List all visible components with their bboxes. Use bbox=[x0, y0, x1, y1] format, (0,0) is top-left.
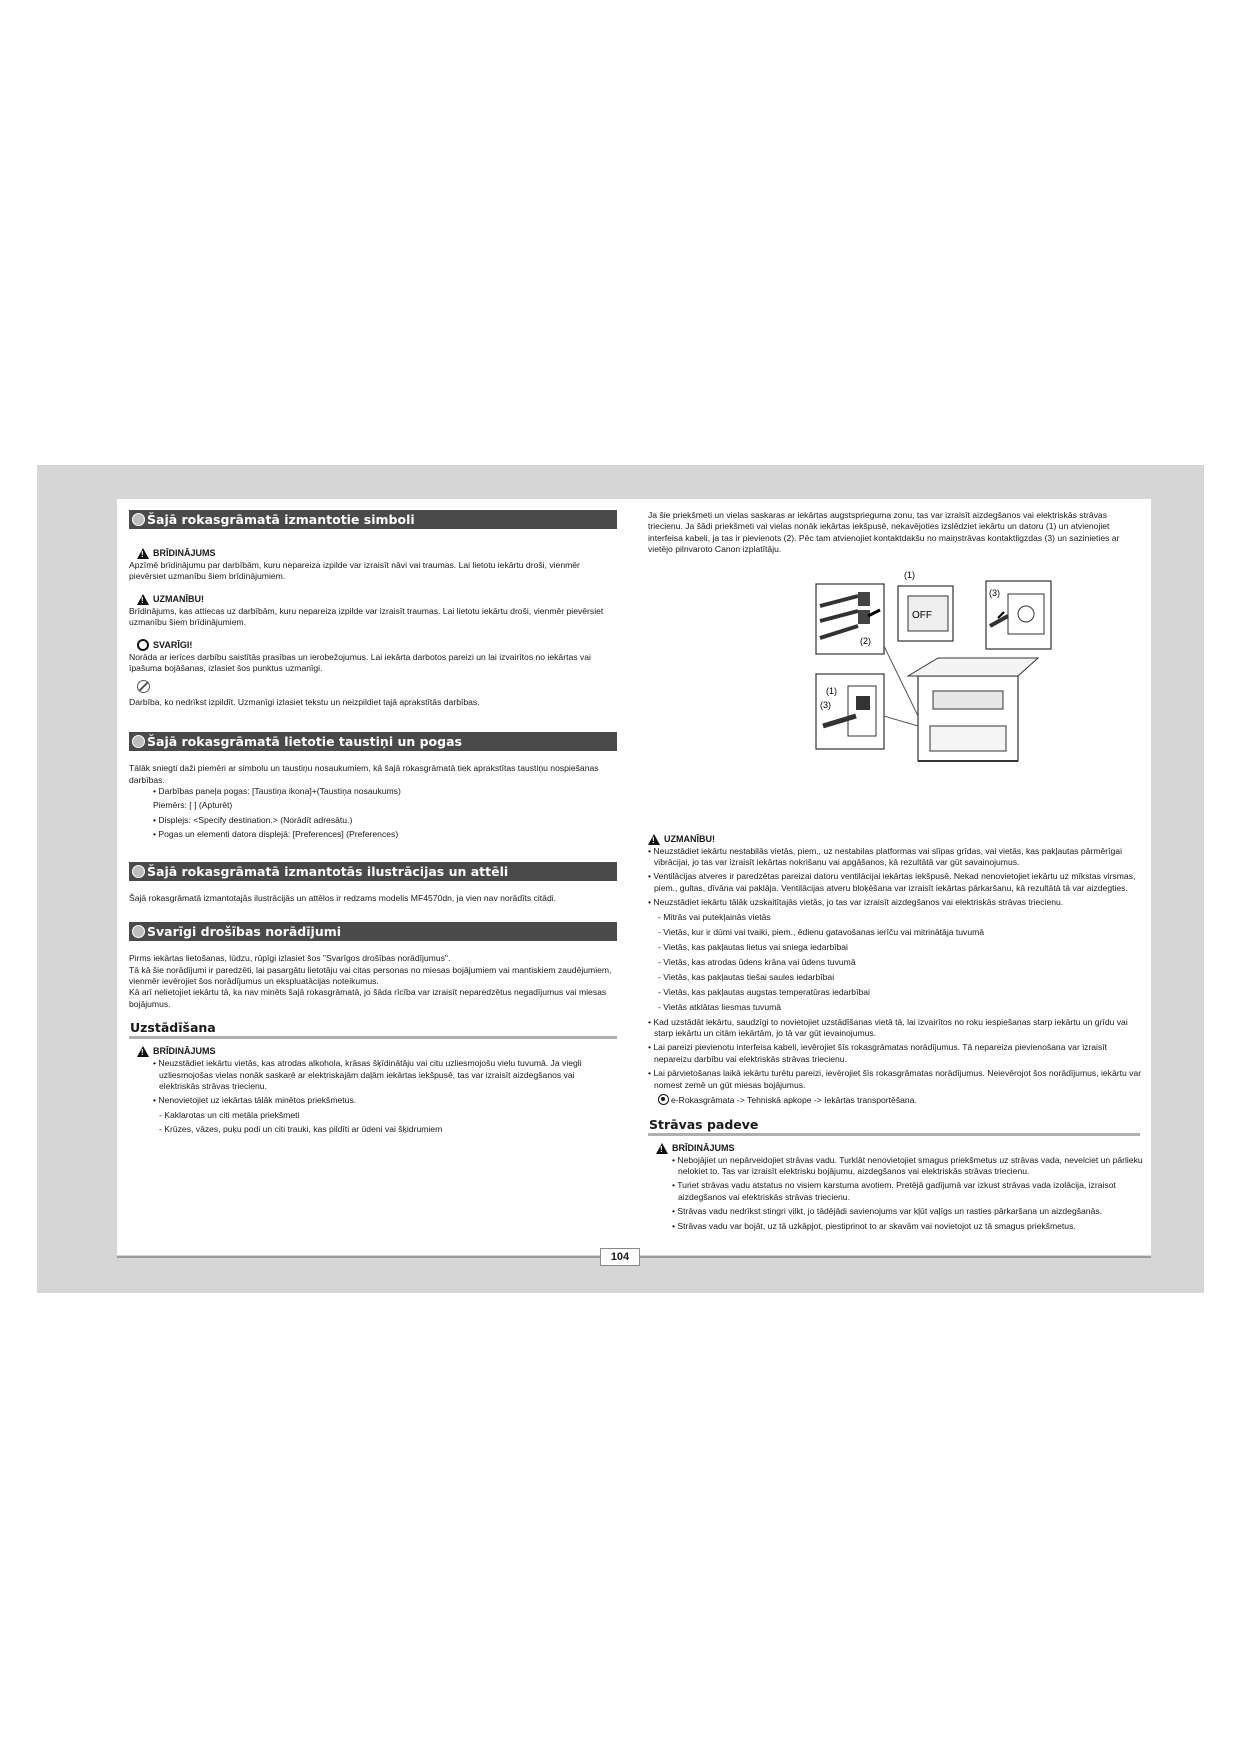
warning-triangle-icon bbox=[137, 548, 149, 559]
power-warning-label: ! BRĪDINĀJUMS bbox=[656, 1142, 1144, 1155]
location-item: - Vietās, kas atrodas ūdens krāna vai ūdens tuvumā bbox=[658, 956, 856, 967]
keys-item-display: • Displejs: <Specify destination.> (Norādīt adresātu.) bbox=[153, 814, 353, 825]
power-warning-list bbox=[648, 1155, 1144, 1232]
contamination-paragraph: Ja šie priekšmeti un vielas saskaras ar iekārtas augstsprieguma zonu, tas var izraisīt aizdegšanos vai elektriskās strāvas triecienu. Ja šādi priekšmeti vai vielas nonāk iekārtas iekšpusē, nekavējoties izslēdziet iekārtu un datoru (1) un atvienojiet interfeisa kabeli, ja tas ir pievienots (2). Pēc tam atvienojiet kontaktdakšu no maiņstrāvas kontaktligzdas (3) un sazinieties ar vietējo pilnvaroto Canon izplatītāju. bbox=[648, 510, 1120, 555]
figure-label-3-top: (3) bbox=[989, 587, 1000, 598]
e-manual-reference: e-Rokasgrāmata -> Tehniskā apkope -> Iekārtas transportēšana. bbox=[648, 1094, 1144, 1106]
off-text: OFF bbox=[912, 609, 932, 621]
keys-item-example: Piemērs: [ ] (Apturēt) bbox=[153, 800, 233, 811]
heading-bullet-icon bbox=[132, 513, 145, 526]
location-item: - Vietās, kas pakļautas lietus vai sniega iedarbībai bbox=[658, 941, 848, 952]
warning-triangle-icon bbox=[137, 1046, 149, 1057]
keys-intro: Tālāk sniegti daži piemēri ar simbolu un taustiņu nosaukumiem, kā šajā rokasgrāmatā tiek aprakstītas taustiņu nospiešanas darbības. bbox=[129, 763, 599, 785]
caution-item-unstable: • Neuzstādiet iekārtu nestabilās vietās, piem., uz nestabilas platformas vai slīpas grīdas, vai vietās, kas pakļautas pārmērīgai vibrācijai, jo tas var izraisīt iekārtas nokrišanu vai apgāšanos, kā rezultātā var gūt savainojumus. bbox=[648, 845, 1122, 868]
reference-icon bbox=[658, 1094, 669, 1105]
subsection-heading-installation: Uzstādīšana bbox=[129, 1020, 617, 1039]
section-heading-symbols: Šajā rokasgrāmatā izmantotie simboli bbox=[129, 510, 617, 529]
caution-label: ! UZMANĪBU! bbox=[137, 593, 617, 606]
heading-bullet-icon bbox=[132, 925, 145, 938]
keys-list bbox=[129, 786, 617, 841]
install-objects-list bbox=[129, 1110, 617, 1136]
caution-list bbox=[648, 846, 1144, 909]
figure-label-3-bottom: (3) bbox=[820, 699, 831, 710]
power-item-pull: • Strāvas vadu nedrīkst stingri vilkt, jo tādējādi savienojums var kļūt vaļīgs un rasties pārkaršana un aizdegšanās. bbox=[672, 1206, 1103, 1217]
install-warning-label: ! BRĪDINĀJUMS bbox=[137, 1045, 617, 1058]
locations-list bbox=[648, 912, 1144, 1013]
page-number: 104 bbox=[600, 1248, 640, 1266]
right-column bbox=[648, 510, 1144, 1235]
location-item: - Mitrās vai putekļainās vietās bbox=[658, 911, 771, 922]
warning-triangle-icon bbox=[656, 1143, 668, 1154]
caution-item-placing: • Kad uzstādāt iekārtu, saudzīgi to novietojiet uzstādīšanas vietā tā, lai izvairītos no roku iespiešanas starp iekārtu un grīdu vai starp iekārtu un citām iekārtām, jo tā var gūt ievainojumus. bbox=[648, 1016, 1128, 1039]
figure-label-2: (2) bbox=[860, 635, 871, 646]
warning-description: Apzīmē brīdinājumu par darbībām, kuru nepareiza izpilde var izraisīt nāvi vai traumas. Lai lietotu iekārtu droši, vienmēr pievērsiet uzmanību šiem brīdinājumiem. bbox=[129, 560, 580, 582]
subsection-heading-power: Strāvas padeve bbox=[648, 1117, 1140, 1136]
location-item: - Vietās atklātas liesmas tuvumā bbox=[658, 1001, 782, 1012]
prohibited-description: Darbība, ko nedrīkst izpildīt. Uzmanīgi izlasiet tekstu un neizpildiet tajā aprakstītās darbības. bbox=[129, 696, 480, 707]
section-heading-illustrations: Šajā rokasgrāmatā izmantotās ilustrācijas un attēli bbox=[129, 862, 617, 881]
important-description: Norāda ar ierīces darbību saistītās prasības un ierobežojumus. Lai iekārta darbotos pareizi un lai izvairītos no iekārtas vai īpašuma bojāšanas, izlasiet šos punktus uzmanīgi. bbox=[129, 651, 591, 674]
figure-label-1-bottom: (1) bbox=[826, 685, 837, 696]
keys-item-computer: • Pogas un elementi datora displejā: [Preferences] (Preferences) bbox=[153, 829, 399, 840]
power-item-damage: • Nebojājiet un nepārveidojiet strāvas vadu. Turklāt nenovietojiet smagus priekšmetus uz strāvas vada, nevelciet un pārlieku nelokiet to. Tas var izraisīt elektrisku bojājumu, aizdegšanos vai elektriskās strāvas triecienu. bbox=[672, 1154, 1143, 1176]
caution-item-moving: • Lai pārvietošanas laikā iekārtu turētu pareizi, ievērojiet šīs rokasgrāmatas norādījumus. Neievērojot šos norādījumus, iekārtu var nomest zemē un gūt miesas bojājumus. bbox=[648, 1068, 1142, 1090]
caution-item-ventilation: • Ventilācijas atveres ir paredzētas pareizai datoru ventilācijai iekārtas iekšpusē. Nekad nenovietojiet iekārtu uz mīkstas virsmas, piem., gultas, dīvāna vai paklāja. Ventilācijas atveru bloķēšana var izraisīt iekārtas pārkaršanu, kā rezultātā tā var aizdegties. bbox=[648, 871, 1136, 893]
heading-bullet-icon bbox=[132, 735, 145, 748]
safety-paragraph-3: Kā arī nelietojiet iekārtu tā, ka nav minēts šajā rokasgrāmatā, jo šāda rīcība var izraisīt neparedzētus negadījumus vai miesas bojājumus. bbox=[129, 987, 607, 1009]
section-heading-keys: Šajā rokasgrāmatā lietotie taustiņi un pogas bbox=[129, 732, 617, 751]
safety-paragraph-1: Pirms iekārtas lietošanas, lūdzu, rūpīgi izlasiet šos "Svarīgos drošības norādījumus". bbox=[129, 953, 451, 964]
caution-triangle-icon bbox=[137, 594, 149, 605]
section-heading-safety: Svarīgi drošības norādījumi bbox=[129, 922, 617, 941]
caution-list-continued bbox=[648, 1017, 1144, 1091]
safety-paragraph-2: Tā kā šie norādījumi ir paredzēti, lai pasargātu lietotāju vai citas personas no miesas bojājumiem vai mantiskiem zaudējumiem, vienmēr ievērojiet šos norādījumus un ekspluatācijas noteikumus. bbox=[129, 964, 612, 986]
important-label: SVARĪGI! bbox=[137, 639, 617, 652]
location-item: - Vietās, kur ir dūmi vai tvaiki, piem., ēdienu gatavošanas ierīču vai mitrinātāja tuvumā bbox=[658, 926, 985, 937]
install-item-flammable: • Neuzstādiet iekārtu vietās, kas atrodas alkohola, krāsas šķīdinātāju vai citu uzliesmojošu vielu tuvumā. Ja viegli uzliesmojošas vielas nonāk saskarē ar elektriskajām daļām iekārtas iekšpusē, tas var izraisīt aizdegšanos vai elektriskās strāvas triecienu. bbox=[153, 1058, 582, 1091]
figure-label-1-top: (1) bbox=[904, 569, 915, 580]
install-object-metal: - Kaklarotas un citi metāla priekšmeti bbox=[159, 1109, 300, 1120]
keys-item-panel: • Darbības paneļa pogas: [Taustiņa ikona]+(Taustiņa nosaukums) bbox=[153, 786, 401, 797]
power-item-step: • Strāvas vadu var bojāt, uz tā uzkāpjot, piestiprinot to ar skavām vai novietojot uz tā smagus priekšmetus. bbox=[672, 1220, 1076, 1231]
caution-description: Brīdinājums, kas attiecas uz darbībām, kuru nepareiza izpilde var izraisīt traumas. Lai lietotu iekārtu droši, vienmēr pievērsiet uzmanību šiem brīdinājumiem. bbox=[129, 605, 604, 628]
important-icon bbox=[137, 639, 149, 651]
prohibited-icon bbox=[137, 680, 150, 693]
caution-item-locations: • Neuzstādiet iekārtu tālāk uzskaitītajās vietās, jo tas var izraisīt aizdegšanos vai elektriskās strāvas triecienu. bbox=[648, 897, 1064, 908]
location-item: - Vietās, kas pakļautas augstas temperatūras iedarbībai bbox=[658, 986, 870, 997]
left-column bbox=[129, 510, 617, 1139]
disconnect-illustration bbox=[708, 566, 1128, 821]
caution-triangle-icon bbox=[648, 834, 660, 845]
location-item: - Vietās, kas pakļautas tiešai saules iedarbībai bbox=[658, 971, 835, 982]
install-item-objects: • Nenovietojiet uz iekārtas tālāk minētos priekšmetus. bbox=[153, 1095, 357, 1106]
power-item-heat: • Turiet strāvas vadu atstatus no visiem karstuma avotiem. Pretējā gadījumā var izkust strāvas vada izolācija, izraisot aizdegšanos vai elektriskās strāvas triecienu. bbox=[672, 1180, 1116, 1202]
disconnect-diagram bbox=[708, 566, 1128, 821]
install-warning-list bbox=[129, 1058, 617, 1107]
caution-item-interface-cable: • Lai pareizi pievienotu interfeisa kabeli, ievērojiet šīs rokasgrāmatas norādījumus. Tā nepareiza pievienošana var izraisīt nepareizu darbību vai elektriskās strāvas triecienu. bbox=[648, 1042, 1108, 1064]
illustrations-text: Šajā rokasgrāmatā izmantotajās ilustrācijās un attēlos ir redzams modelis MF4570dn, ja vien nav norādīts citādi. bbox=[129, 892, 557, 903]
install-object-liquids: - Krūzes, vāzes, puķu podi un citi trauki, kas pildīti ar ūdeni vai šķidrumiem bbox=[159, 1124, 443, 1135]
warning-label: ! BRĪDINĀJUMS bbox=[137, 547, 617, 560]
right-caution-label: ! UZMANĪBU! bbox=[648, 833, 1144, 846]
heading-bullet-icon bbox=[132, 865, 145, 878]
